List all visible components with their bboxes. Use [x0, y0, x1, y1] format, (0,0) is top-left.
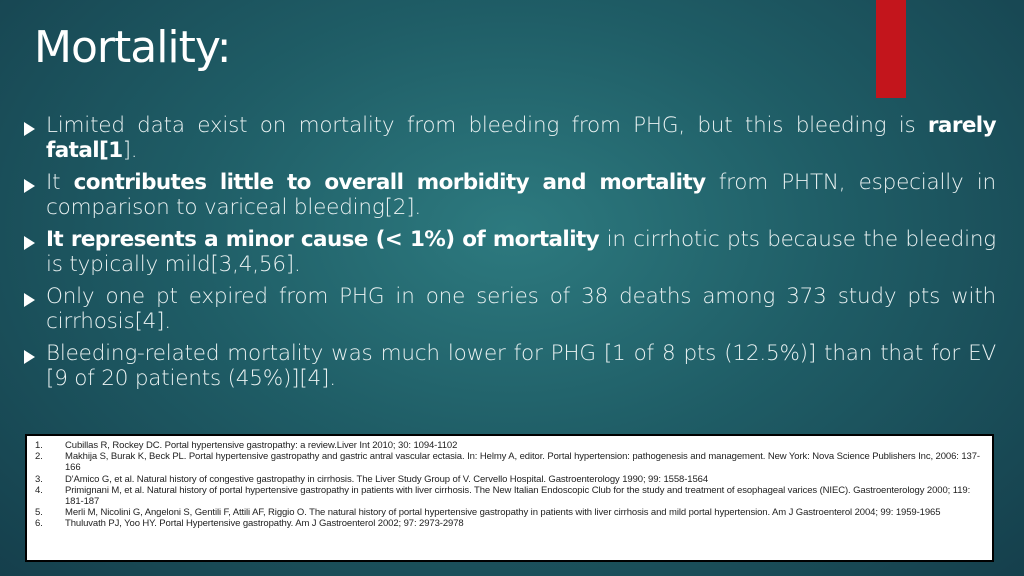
- reference-text: Merli M, Nicolini G, Angeloni S, Gentili F, Attili AF, Riggio O. The natural history of portal hypertensive gastropathy in patients with liver cirrhosis and mild portal hypertension. Am J Gastroenterol 2004; 99: 1959-1965: [65, 507, 941, 519]
- reference-item: [35, 518, 984, 529]
- arrow-bullet-icon: [24, 236, 35, 250]
- reference-text: Primignani M, et al. Natural history of portal hypertensive gastropathy in patients with liver cirrhosis. The New Italian Endoscopic Club for the study and treatment of esophageal varices (NIEC). Gastroenterology 2000; 119: 181-187: [65, 484, 971, 508]
- arrow-bullet-icon: [24, 350, 35, 364]
- arrow-bullet-icon: [24, 293, 35, 307]
- reference-text: Thuluvath PJ, Yoo HY. Portal Hypertensive gastropathy. Am J Gastroenterol 2002; 97: 2973-2978: [65, 518, 464, 530]
- references-box: [25, 434, 994, 562]
- bullet-item: [24, 341, 996, 391]
- reference-number: 1.: [35, 440, 43, 451]
- arrow-bullet-icon: [24, 179, 35, 193]
- reference-item: [35, 440, 984, 451]
- arrow-bullet-icon: [24, 122, 35, 136]
- reference-item: [35, 507, 984, 518]
- reference-item: [35, 485, 984, 507]
- reference-number: 4.: [35, 484, 43, 496]
- slide-title: Mortality:: [34, 22, 231, 73]
- bullet-text: It contributes little to overall morbidity and mortality from PHTN, especially in comparison to variceal bleeding[2].: [46, 170, 996, 220]
- bullet-item: [24, 227, 996, 277]
- bullet-item: [24, 284, 996, 334]
- bullet-text: It represents a minor cause (< 1%) of mortality in cirrhotic pts because the bleeding is typically mild[3,4,56].: [46, 227, 997, 277]
- reference-text: Makhija S, Burak K, Beck PL. Portal hypertensive gastropathy and gastric antral vascular ectasia. In: Helmy A, editor. Portal hypertension: pathogenesis and management. New York: Nova Science Publishers Inc, 2006: 137-166: [65, 451, 980, 474]
- bullet-text: Only one pt expired from PHG in one series of 38 deaths among 373 study pts with cirrhosis[4].: [46, 284, 996, 334]
- reference-number: 5.: [35, 507, 43, 519]
- red-accent-bar: [876, 0, 906, 98]
- bullet-list: [24, 113, 996, 398]
- bullet-text: Limited data exist on mortality from bleeding from PHG, but this bleeding is rarely fatal[1].: [46, 113, 996, 163]
- reference-number: 3.: [35, 473, 43, 485]
- reference-item: [35, 474, 984, 485]
- reference-text: Cubillas R, Rockey DC. Portal hypertensive gastropathy: a review.Liver Int 2010; 30: 1094-1102: [65, 440, 458, 451]
- bullet-text: Bleeding-related mortality was much lower for PHG [1 of 8 pts (12.5%)] than that for EV [9 of 20 patients (45%)][4].: [46, 341, 996, 391]
- bullet-item: [24, 113, 996, 163]
- reference-item: [35, 451, 984, 473]
- reference-number: 2.: [35, 451, 43, 463]
- bullet-item: [24, 170, 996, 220]
- reference-text: D'Amico G, et al. Natural history of congestive gastropathy in cirrhosis. The Liver Study Group of V. Cervello Hospital. Gastroenterology 1990; 99: 1558-1564: [65, 473, 709, 485]
- reference-number: 6.: [35, 518, 43, 530]
